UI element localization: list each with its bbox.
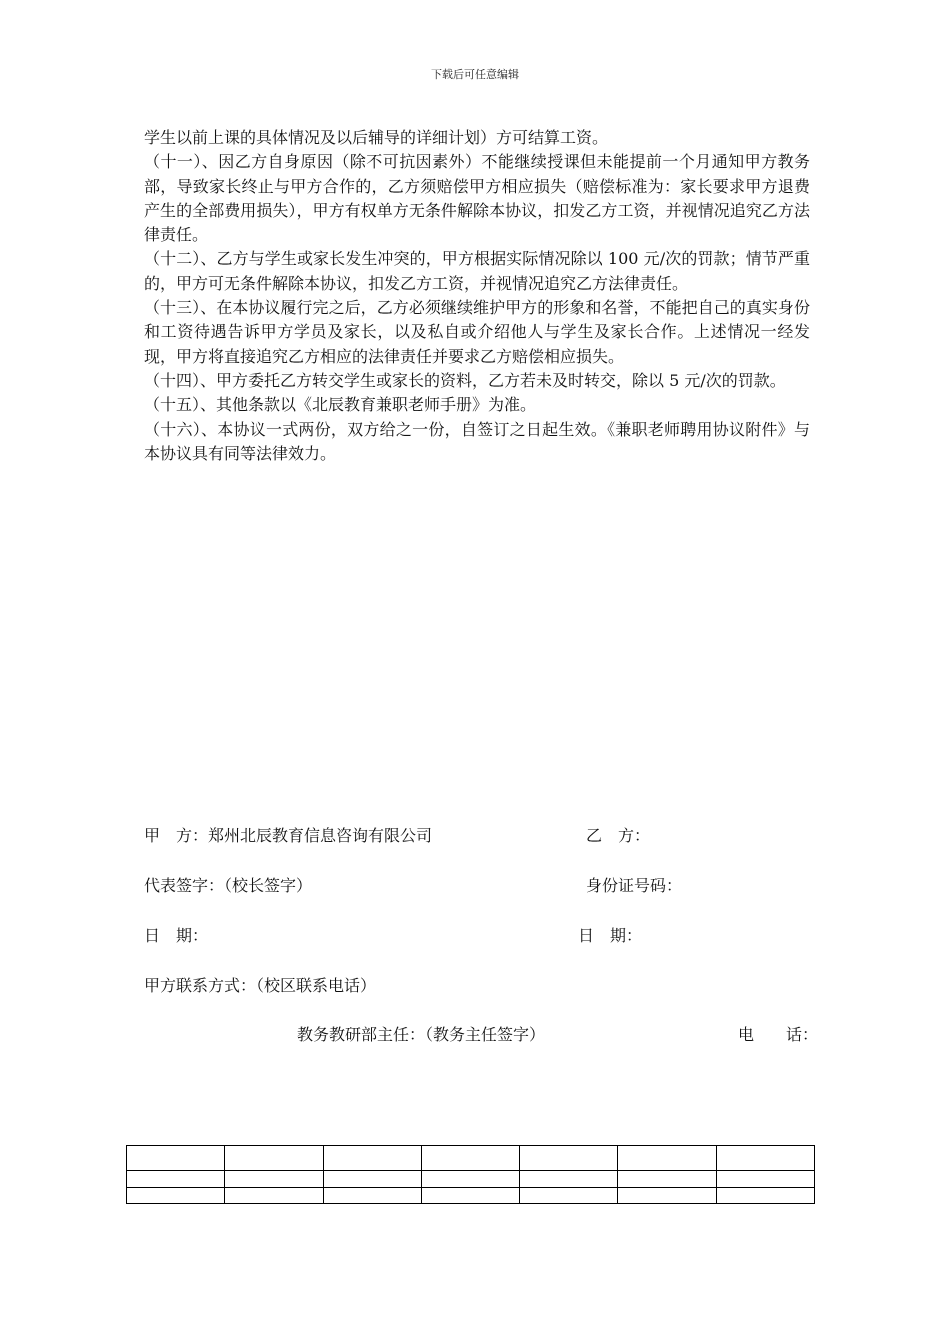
table-cell	[421, 1171, 519, 1187]
party-a-contact-label: 甲方联系方式：（校区联系电话）	[144, 976, 377, 995]
table-cell	[618, 1171, 716, 1187]
table-row	[127, 1146, 815, 1171]
clause-12: （十二）、乙方与学生或家长发生冲突的，甲方根据实际情况除以 100 元/次的罚款；情节严重的，甲方可无条件解除本协议，扣发乙方工资，并视情况追究乙方法律责任。	[144, 249, 810, 293]
table-cell	[323, 1146, 421, 1171]
table-cell	[520, 1171, 618, 1187]
table-cell	[716, 1187, 814, 1203]
clause-14: （十四）、甲方委托乙方转交学生或家长的资料，乙方若未及时转交，除以 5 元/次的罚款。	[144, 370, 786, 390]
agreement-body	[144, 126, 810, 466]
table-cell	[323, 1187, 421, 1203]
table-cell	[716, 1171, 814, 1187]
representative-signature-label: 代表签字：（校长签字）	[144, 876, 313, 895]
party-a-label: 甲 方：郑州北辰教育信息咨询有限公司	[144, 826, 433, 845]
phone-label: 电 话：	[738, 1025, 819, 1044]
clause-15: （十五）、其他条款以《北辰教育兼职老师手册》为准。	[144, 395, 537, 415]
table-cell	[127, 1146, 225, 1171]
clause-11: （十一）、因乙方自身原因（除不可抗因素外）不能继续授课但未能提前一个月通知甲方教务部，导致家长终止与甲方合作的，乙方须赔偿甲方相应损失（赔偿标准为：家长要求甲方退费产生的全部费用损失），甲方有权单方无条件解除本协议，扣发乙方工资，并视情况追究乙方法律责任。	[144, 152, 810, 245]
table-cell	[127, 1171, 225, 1187]
table-cell	[127, 1187, 225, 1203]
clause-13: （十三）、在本协议履行完之后，乙方必须继续维护甲方的形象和名誉，不能把自己的真实身份和工资待遇告诉甲方学员及家长，以及私自或介绍他人与学生及家长合作。上述情况一经发现，甲方将直接追究乙方相应的法律责任并要求乙方赔偿相应损失。	[144, 298, 810, 366]
table-row	[127, 1187, 815, 1203]
table-cell	[421, 1146, 519, 1171]
table-cell	[225, 1187, 323, 1203]
table-cell	[716, 1146, 814, 1171]
table-cell	[225, 1171, 323, 1187]
table-cell	[421, 1187, 519, 1203]
table-cell	[323, 1171, 421, 1187]
date-b-label: 日 期：	[578, 926, 643, 945]
academic-director-label: 教务教研部主任：（教务主任签字）	[297, 1025, 546, 1044]
table-cell	[618, 1146, 716, 1171]
table-cell	[520, 1187, 618, 1203]
table-cell	[225, 1146, 323, 1171]
paragraph-continuation: 学生以前上课的具体情况及以后辅导的详细计划）方可结算工资。	[144, 128, 609, 147]
page-header: 下载后可任意编辑	[431, 68, 519, 81]
table-row	[127, 1171, 815, 1187]
id-number-label: 身份证号码：	[586, 876, 683, 895]
table-cell	[520, 1146, 618, 1171]
party-b-label: 乙 方：	[586, 826, 651, 845]
table-cell	[618, 1187, 716, 1203]
clause-16: （十六）、本协议一式两份，双方给之一份，自签订之日起生效。《兼职老师聘用协议附件》与本协议具有同等法律效力。	[144, 419, 810, 463]
date-a-label: 日 期：	[144, 926, 209, 945]
blank-table	[126, 1145, 815, 1204]
